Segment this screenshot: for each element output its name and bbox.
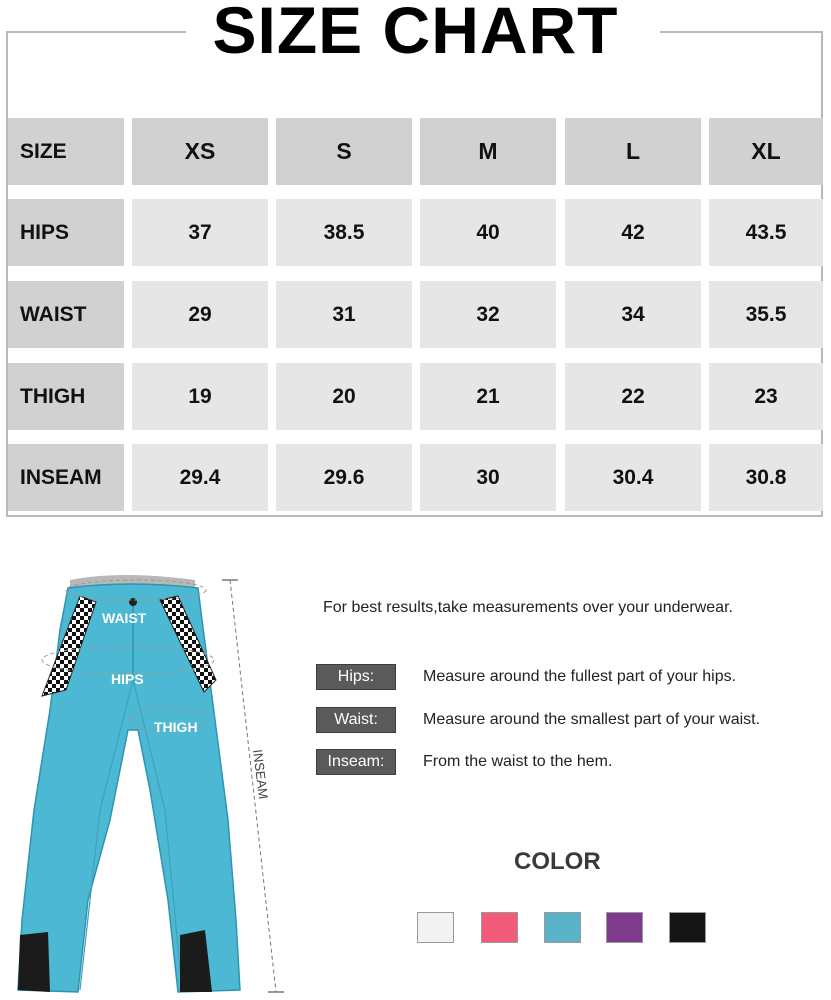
value-cell: 42 (565, 199, 701, 266)
value-cell: 40 (420, 199, 556, 266)
header-cell: L (565, 118, 701, 185)
value-cell: 30.8 (709, 444, 823, 511)
measurement-intro: For best results,take measurements over your underwear. (323, 599, 733, 616)
tag-hips: Hips: (316, 664, 396, 690)
value-cell: 19 (132, 363, 268, 430)
pants-illustration (0, 560, 300, 1000)
color-swatch[interactable] (417, 912, 454, 943)
color-swatch[interactable] (606, 912, 643, 943)
value-cell: 37 (132, 199, 268, 266)
header-cell: XL (709, 118, 823, 185)
title-text: SIZE CHART (199, 0, 633, 67)
tag-inseam: Inseam: (316, 749, 396, 775)
thigh-label: THIGH (154, 719, 198, 735)
color-title: COLOR (514, 848, 601, 875)
desc-waist: Measure around the smallest part of your waist. (423, 711, 761, 728)
value-cell: 30.4 (565, 444, 701, 511)
desc-hips: Measure around the fullest part of your hips. (423, 668, 737, 685)
value-cell: 29 (132, 281, 268, 348)
button-icon (129, 598, 137, 606)
left-cuff (18, 932, 50, 992)
value-cell: 20 (276, 363, 412, 430)
waist-label: WAIST (102, 610, 147, 626)
color-swatch[interactable] (544, 912, 581, 943)
row-label: THIGH (8, 363, 124, 430)
value-cell: 35.5 (709, 281, 823, 348)
value-cell: 34 (565, 281, 701, 348)
pants-body (18, 584, 240, 992)
value-cell: 29.6 (276, 444, 412, 511)
value-cell: 38.5 (276, 199, 412, 266)
row-label: WAIST (8, 281, 124, 348)
value-cell: 31 (276, 281, 412, 348)
row-label: HIPS (8, 199, 124, 266)
tag-waist: Waist: (316, 707, 396, 733)
header-cell: XS (132, 118, 268, 185)
header-cell: SIZE (8, 118, 124, 185)
value-cell: 43.5 (709, 199, 823, 266)
value-cell: 32 (420, 281, 556, 348)
value-cell: 21 (420, 363, 556, 430)
desc-inseam: From the waist to the hem. (423, 753, 613, 770)
inseam-label: INSEAM (250, 748, 271, 800)
value-cell: 30 (420, 444, 556, 511)
row-label: INSEAM (8, 444, 124, 511)
color-swatch[interactable] (669, 912, 706, 943)
header-cell: S (276, 118, 412, 185)
value-cell: 29.4 (132, 444, 268, 511)
value-cell: 23 (709, 363, 823, 430)
hips-label: HIPS (111, 671, 144, 687)
color-swatch[interactable] (481, 912, 518, 943)
page-title (0, 0, 831, 66)
value-cell: 22 (565, 363, 701, 430)
header-cell: M (420, 118, 556, 185)
